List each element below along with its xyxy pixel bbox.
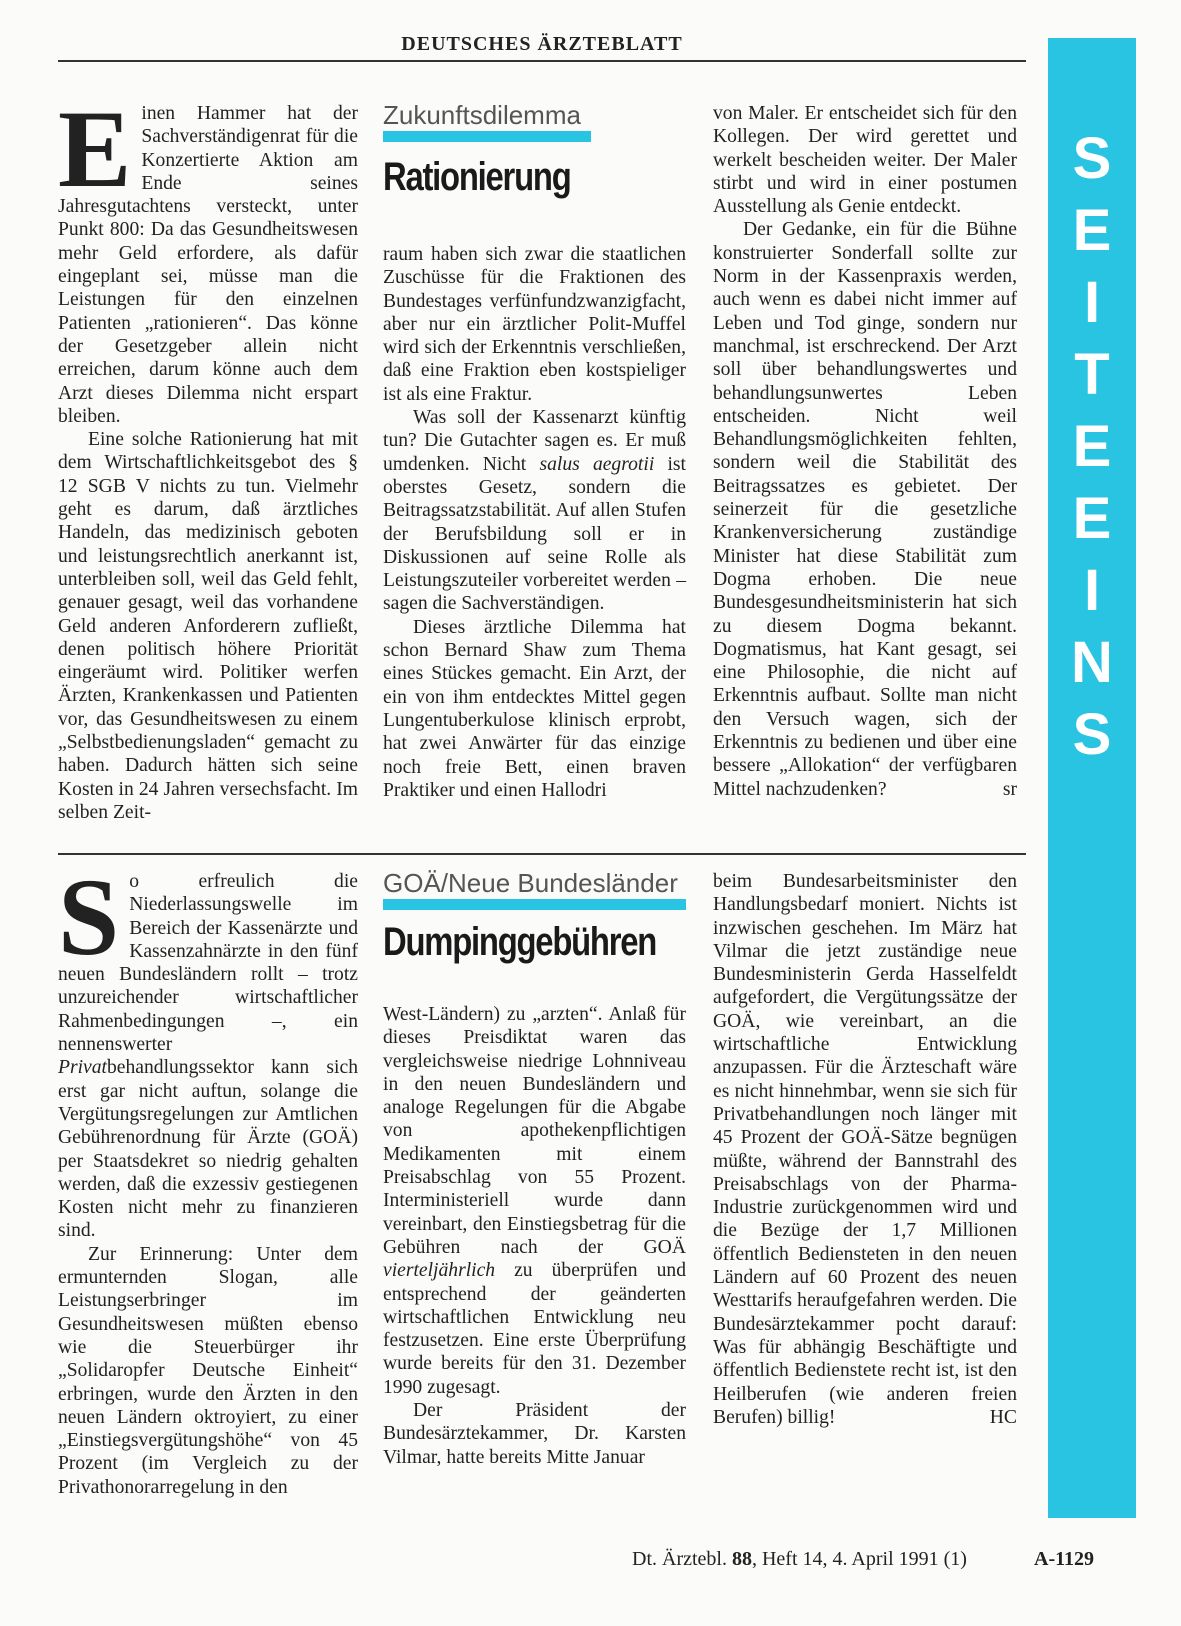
sidebar-letter: S [1072,126,1112,191]
article1-column-1 [58,88,358,824]
article-divider [58,853,1026,855]
article1-kicker: Zukunftsdilemma [383,100,581,130]
drop-cap: E [58,88,132,210]
body-text: inen Hammer hat der Sachverständigenrat für die Konzertierte Aktion am Ende seines Jahresgutachtens versteckt, unter Punkt 800: Da das Gesundheitswesen mehr Geld erfordere, als dafür eingeplant sei, müsse man die Leistungen für den einzelnen Patienten „rationieren“. Das könne der Gesetzgeber allein nicht erreichen, darum könne auch dem Arzt dieses Dilemma nicht erspart bleiben. [58,103,358,427]
sidebar-letter: T [1074,342,1110,407]
emphasis-text: Privat [58,1057,107,1079]
body-paragraph [383,406,686,616]
body-paragraph [383,1003,686,1399]
body-text: ist oberstes Gesetz, sondern die Beitragssatzstabilität. Auf allen Stufen der Berufsbildung soll er in Diskussionen auf seine Rolle als Leistungszuteiler vorbereitet werden – sagen die Sachverständigen. [383,453,686,615]
emphasis-text: vierteljährlich [383,1260,496,1282]
body-text: beim Bundesarbeitsminister den Handlungsbedarf moniert. Nichts ist inzwischen geschehen. Im März hat Vilmar die jetzt zuständige neue Bundesministerin Gerda Hasselfeldt aufgefordert, die Vergütungssätze der GOÄ, wie vereinbart, an die wirtschaftliche Entwicklung anzupassen. Für die Ärzteschaft wäre es nicht hinnehmbar, wenn sie sich für Privatbehandlungen noch länger mit 45 Prozent der GOÄ-Sätze begnügen müßte, während der Bannstrahl des Preisabschlags von der Pharma-Industrie zurückgenommen wird und die Bezüge der 1,7 Millionen öffentlich Bediensteten in den neuen Ländern auf 60 Prozent des neuen Westtarifs heraufgefahren werden. Die Bundesärztekammer pocht darauf: Was für abhängig Beschäftigte und öffentlich Bedienstete recht ist, ist den Heilberufen (wie anderen freien Berufen) billig! [713,871,1017,1428]
journal-name: Dt. Ärztebl. [632,1548,727,1570]
body-text: zu überprüfen und entsprechend der geänderten wirtschaftlichen Entwicklung neu festzusetzen. Eine erste Überprüfung wurde bereits für den 31. Dezember 1990 zugesagt. [383,1260,686,1398]
body-paragraph [713,870,1017,1429]
article1-column-3 [713,102,1017,801]
body-paragraph: Der Präsident der Bundesärztekammer, Dr. Karsten Vilmar, hatte bereits Mitte Januar [383,1400,686,1468]
article2-column-1 [58,856,358,1499]
sidebar-letter: I [1083,270,1101,335]
article2-headline: Dumpinggebühren [383,920,657,964]
body-text: Was soll der Kassenarzt künftig tun? Die Gutachter sagen es. Er muß umdenken. Nicht [383,407,686,475]
body-text: Der Gedanke, ein für die Bühne konstruierter Sonderfall sollte zur Norm in der Kassenpraxis werden, auch wenn es dabei nicht immer auf Leben und Tod ginge, sondern nur manchmal, ist erschreckend. Der Arzt soll über behandlungswertes und behandlungsunwertes Leben entscheiden. Nicht weil Behandlungsmöglichkeiten fehlten, sondern weil die Stabilität des Beitragssatzes es gebietet. Der seinerzeit für die gesetzliche Krankenversicherung zuständige Minister hat diese Stabilität zum Dogma erhoben. Die neue Bundesgesundheitsministerin hat sich zu diesem Dogma bekannt. Dogmatismus, hat Kant gesagt, sei eine Philosophie, die nicht auf Erkenntnis aufbaut. Sollte man nicht den Versuch wagen, sich der Erkenntnis zu bedienen und über eine bessere „Allokation“ der verfügbaren Mittel nachzudenken? [713,219,1017,800]
body-paragraph: raum haben sich zwar die staatlichen Zuschüsse für die Fraktionen des Bundestages verfünfundzwanzigfacht, aber nur ein ärztlicher Polit-Muffel wird sich der Erkenntnis verschließen, daß eine Fraktion eben kostspieliger ist als eine Fraktur. [383,244,686,405]
article2-column-3 [713,870,1017,1429]
body-paragraph: Eine solche Rationierung hat mit dem Wirtschaftlichkeitsgebot des § 12 SGB V nichts zu tun. Vielmehr geht es darum, daß ärztliches Handeln, das medizinisch geboten und leistungsrechtlich anerkannt ist, unterbleiben soll, weil das Geld fehlt, genauer gesagt, weil das vorhandene Geld anderen Anforderern zufließt, denen politisch höhere Priorität eingeräumt wird. Politiker werfen Ärzten, Krankenkassen und Patienten vor, das Gesundheitswesen zu einem „Selbstbedienungsladen“ gemacht zu haben. Dadurch hätten sich seine Kosten in 24 Jahren versechsfacht. Im selben Zeit- [58,429,358,823]
page-number: A-1129 [1034,1548,1094,1570]
body-text: o erfreulich die Niederlassungswelle im Bereich der Kassenärzte und Kassenzahnärzte in den fünf neuen Bundesländern rollt – trotz unzureichender wirtschaftlicher Rahmenbedingungen –, ein nennenswerter [58,871,358,1056]
sidebar-letter: S [1072,702,1112,767]
citation-line [632,1548,967,1571]
kicker-bar [383,131,591,142]
body-text: behandlungssektor kann sich erst gar nicht auftun, solange die Vergütungsregelungen zur Amtlichen Gebührenordnung für Ärzte (GOÄ) per Staatsdekret so niedrig gehalten werden, daß die exzessiv gestiegenen Kosten nicht mehr zu finanzieren sind. [58,1057,358,1242]
article1-column-2 [383,243,686,802]
body-paragraph: Dieses ärztliche Dilemma hat schon Bernard Shaw zum Thema eines Stückes gemacht. Ein Arzt, der ein von ihm entdecktes Mittel gegen Lungentuberkulose klinisch erprobt, hat zwei Anwärter für das einzige noch freie Bett, einen braven Praktiker und einen Hallodri [383,616,686,801]
author-signature: HC [989,1406,1017,1428]
sidebar-letter: N [1071,630,1113,695]
body-paragraph [713,218,1017,800]
article1-headline: Rationierung [383,155,571,199]
kicker-bar [383,899,686,910]
sidebar-letter: E [1072,486,1112,551]
emphasis-text: salus aegrotii [539,453,655,475]
article2-column-2 [383,1003,686,1469]
sidebar-letter: I [1083,558,1101,623]
sidebar-letter: E [1072,414,1112,479]
volume-number: 88 [731,1548,752,1570]
body-text: West-Ländern) zu „arzten“. Anlaß für dieses Preisdiktat waren das vergleichsweise niedrige Lohnniveau in den neuen Bundesländern und analoge Regelungen für die Abgabe von apothekenpflichtigen Medikamenten mit einem Preisabschlag von 55 Prozent. Interministeriell wurde dann vereinbart, den Einstiegsbetrag für die Gebühren nach der GOÄ [383,1004,686,1258]
drop-cap: S [58,856,120,978]
issue-info: , Heft 14, 4. April 1991 (1) [751,1548,967,1570]
masthead: DEUTSCHES ÄRZTEBLATT [58,33,1026,62]
body-paragraph: von Maler. Er entscheidet sich für den Kollegen. Der wird gerettet und werkelt bescheiden weiter. Der Maler stirbt und wird in einer postumen Ausstellung als Genie entdeckt. [713,103,1017,218]
author-signature: sr [1002,778,1017,800]
article2-kicker: GOÄ/Neue Bundesländer [383,868,678,898]
section-sidebar [1048,38,1136,1518]
sidebar-letter: E [1072,198,1112,263]
body-paragraph: Zur Erinnerung: Unter dem ermunternden Slogan, alle Leistungserbringer im Gesundheitswesen müßten ebenso wie die Steuerbürger ihr „Solidaropfer Deutsche Einheit“ erbringen, wurde den Ärzten in den neuen Ländern oktroyiert, zu einer „Einstiegsvergütungshöhe“ von 45 Prozent (im Vergleich zu der Privathonorarregelung in den [58,1243,358,1498]
